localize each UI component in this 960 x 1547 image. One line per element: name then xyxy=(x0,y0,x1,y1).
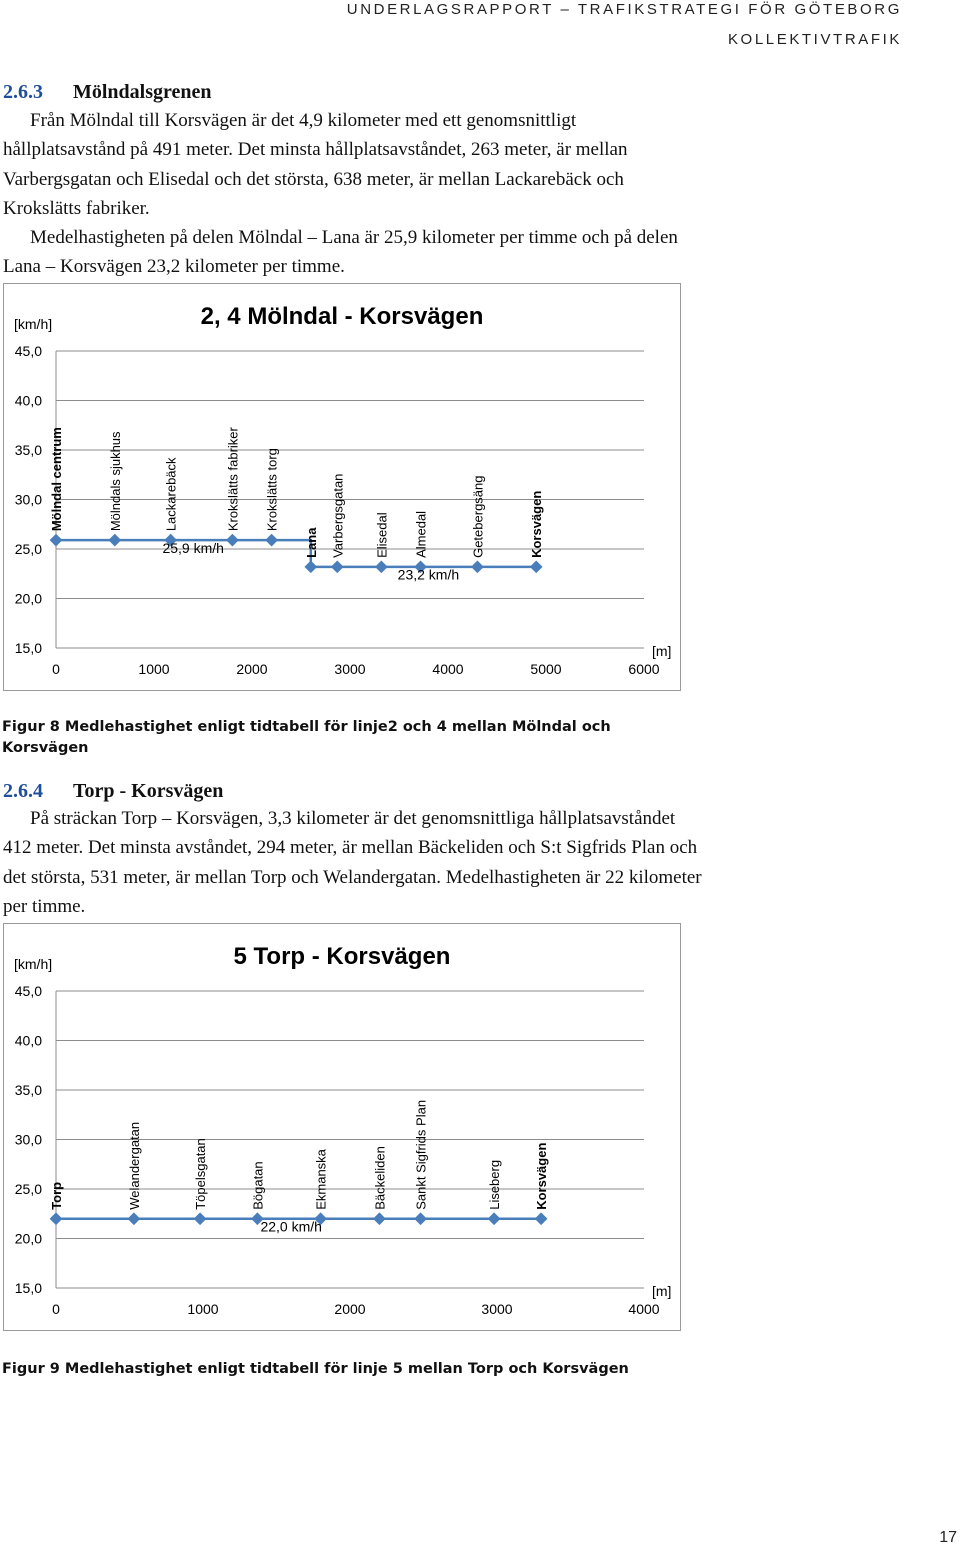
section-body-torp-korsvagen xyxy=(3,804,703,921)
section-number: 2.6.3 xyxy=(3,81,43,103)
y-axis-label: [km/h] xyxy=(14,956,53,972)
figure-caption-9: Figur 9 Medlehastighet enligt tidtabell för linje 5 mellan Torp och Korsvägen xyxy=(2,1361,629,1377)
data-point xyxy=(50,534,63,547)
data-point xyxy=(50,1212,63,1225)
data-point xyxy=(373,1212,386,1225)
x-axis-label: [m] xyxy=(652,1283,672,1299)
chart-title: 5 Torp - Korsvägen xyxy=(233,943,451,970)
report-header-title: UNDERLAGSRAPPORT – TRAFIKSTRATEGI FÖR GÖTEBORG xyxy=(346,1,902,18)
section-body-molndalsgrenen xyxy=(3,106,703,282)
stop-label: Varbergsgatan xyxy=(330,473,346,558)
data-point xyxy=(530,560,543,573)
y-tick-label: 20,0 xyxy=(14,1230,42,1247)
x-tick-label: 0 xyxy=(52,1301,60,1317)
stop-label: Lana xyxy=(303,527,319,558)
x-tick-label: 5000 xyxy=(530,661,562,677)
y-tick-label: 35,0 xyxy=(14,1082,42,1098)
data-point xyxy=(471,560,484,573)
stop-label: Bögatan xyxy=(250,1161,266,1210)
y-tick-label: 45,0 xyxy=(14,343,42,359)
stop-label: Töpelsgatan xyxy=(193,1138,209,1210)
data-point xyxy=(331,560,344,573)
section-title: Torp - Korsvägen xyxy=(73,780,224,802)
x-tick-label: 4000 xyxy=(432,661,464,677)
x-tick-label: 0 xyxy=(52,661,60,677)
data-point xyxy=(375,560,388,573)
data-point xyxy=(535,1212,548,1225)
figure-caption-8: Figur 8 Medlehastighet enligt tidtabell för linje2 och 4 mellan Mölndal och Korsvägen xyxy=(2,719,611,756)
paragraph: Medelhastigheten på delen Mölndal – Lana är 25,9 kilometer per timme och på delen Lana – Korsvägen 23,2 kilometer per timme. xyxy=(3,227,678,278)
y-tick-label: 30,0 xyxy=(14,491,42,508)
stop-label: Mölndal centrum xyxy=(49,427,64,532)
y-tick-label: 15,0 xyxy=(14,1280,42,1296)
page-number: 17 xyxy=(939,1529,957,1546)
x-tick-label: 2000 xyxy=(334,1301,366,1317)
stop-label: Ekmanska xyxy=(313,1149,329,1210)
speed-annotation: 23,2 km/h xyxy=(397,566,460,583)
y-tick-label: 40,0 xyxy=(14,1032,42,1049)
section-title: Mölndalsgrenen xyxy=(73,81,212,103)
y-axis-label: [km/h] xyxy=(14,316,53,332)
y-tick-label: 35,0 xyxy=(14,442,42,458)
speed-annotation: 25,9 km/h xyxy=(162,539,224,556)
stop-label: Lackarebäck xyxy=(163,457,179,532)
x-tick-label: 3000 xyxy=(334,661,366,677)
data-point xyxy=(194,1212,207,1225)
y-tick-label: 25,0 xyxy=(14,1181,42,1197)
chart-molndal-korsvagen xyxy=(3,283,681,691)
section-heading-torp-korsvagen xyxy=(3,780,223,803)
data-point xyxy=(265,534,278,547)
y-tick-label: 40,0 xyxy=(14,392,42,409)
stop-label: Liseberg xyxy=(487,1159,503,1210)
speed-annotation: 22,0 km/h xyxy=(260,1218,322,1235)
x-tick-label: 3000 xyxy=(481,1301,513,1317)
data-point xyxy=(414,1212,427,1225)
stop-label: Torp xyxy=(49,1181,64,1210)
section-number: 2.6.4 xyxy=(3,780,43,802)
x-tick-label: 2000 xyxy=(236,661,268,677)
stop-label: Elisedal xyxy=(374,512,390,558)
stop-label: Bäckeliden xyxy=(372,1146,388,1210)
chart-svg xyxy=(4,924,680,1330)
x-tick-label: 6000 xyxy=(628,661,660,677)
stop-label: Almedal xyxy=(413,510,429,558)
stop-label: Korsvägen xyxy=(529,490,545,558)
data-point xyxy=(128,1212,141,1225)
stop-label: Mölndals sjukhus xyxy=(107,431,123,532)
y-tick-label: 30,0 xyxy=(14,1131,42,1148)
stop-label: Welandergatan xyxy=(126,1121,142,1210)
stop-label: Korsvägen xyxy=(534,1142,550,1210)
data-point xyxy=(488,1212,501,1225)
data-point xyxy=(108,534,121,547)
x-tick-label: 1000 xyxy=(187,1301,219,1317)
y-tick-label: 25,0 xyxy=(14,541,42,557)
chart-svg xyxy=(4,284,680,690)
stop-label: Sankt Sigfrids Plan xyxy=(413,1099,429,1210)
x-axis-label: [m] xyxy=(652,643,672,659)
data-point xyxy=(226,534,239,547)
stop-label: Krokslätts torg xyxy=(264,448,280,532)
x-tick-label: 1000 xyxy=(138,661,170,677)
series-line xyxy=(56,540,536,567)
data-point xyxy=(304,560,317,573)
stop-label: Krokslätts fabriker xyxy=(225,427,241,532)
x-tick-label: 4000 xyxy=(628,1301,660,1317)
y-tick-label: 45,0 xyxy=(14,983,42,999)
paragraph: Från Mölndal till Korsvägen är det 4,9 kilometer med ett genomsnittligt hållplatsavstånd på 491 meter. Det minsta hållplatsavståndet, 263 meter, är mellan Varbergsgatan och Elisedal och det största, 638 meter, är mellan Lackarebäck och Krokslätts fabriker. xyxy=(3,110,628,219)
stop-label: Getebergsäng xyxy=(470,475,486,558)
chart-torp-korsvagen xyxy=(3,923,681,1331)
paragraph: På sträckan Torp – Korsvägen, 3,3 kilometer är det genomsnittliga hållplatsavståndet 412 meter. Det minsta avståndet, 294 meter, är mellan Bäckeliden och S:t Sigfrids Plan och det största, 531 meter, är mellan Torp och Welandergatan. Medelhastigheten är 22 kilometer per timme. xyxy=(3,808,702,917)
chart-title: 2, 4 Mölndal - Korsvägen xyxy=(200,303,484,330)
y-tick-label: 20,0 xyxy=(14,590,42,607)
section-heading-molndalsgrenen xyxy=(3,81,212,104)
y-tick-label: 15,0 xyxy=(14,640,42,656)
report-header-subtitle: KOLLEKTIVTRAFIK xyxy=(727,31,902,48)
